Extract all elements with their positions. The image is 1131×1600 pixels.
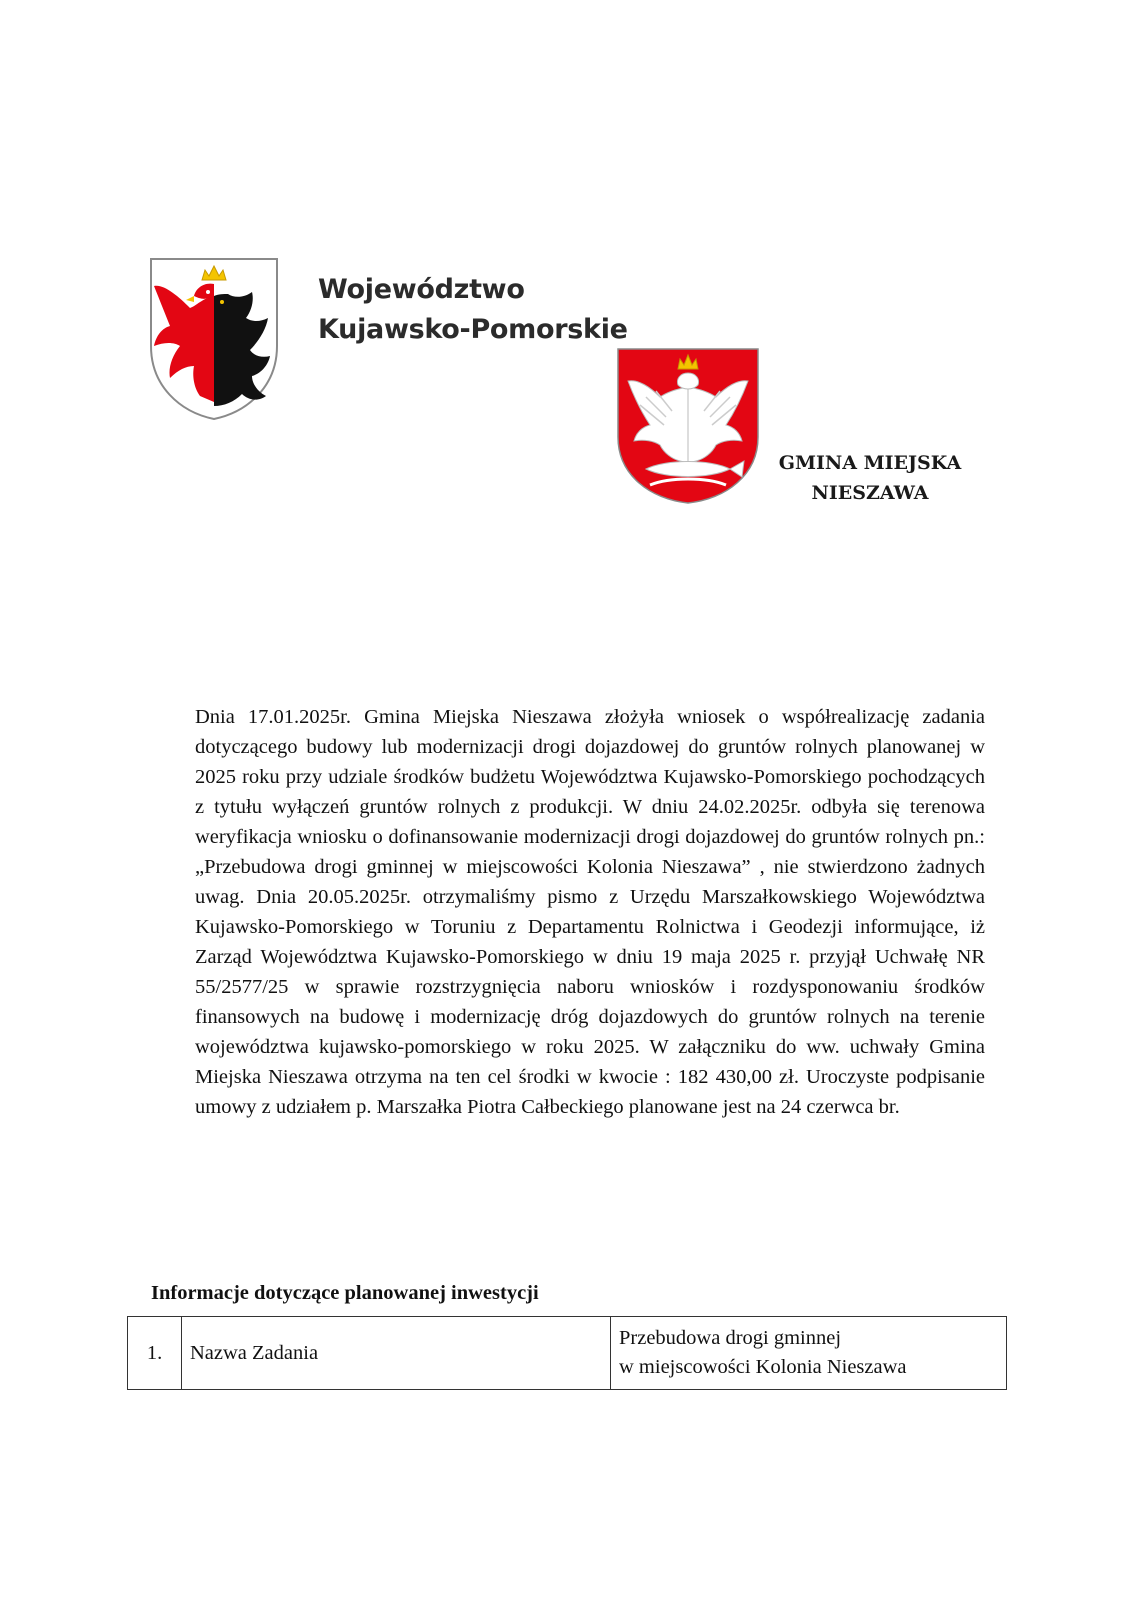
municipality-name-line2: NIESZAWA: [811, 482, 929, 504]
region-name-line2: Kujawsko-Pomorskie: [318, 314, 628, 345]
row-label: Nazwa Zadania: [182, 1317, 611, 1390]
table-row: [128, 1317, 1007, 1390]
section-title: Informacje dotyczące planowanej inwestycji: [151, 1282, 539, 1304]
row-value: [611, 1317, 1007, 1390]
white-eagle-coat-of-arms-icon: [616, 347, 760, 505]
griffin-coat-of-arms-icon: [148, 256, 280, 422]
municipality-name: [770, 448, 970, 508]
nieszawa-coat-of-arms: [616, 347, 760, 505]
kujawsko-pomorskie-coat-of-arms: [148, 256, 280, 422]
row-value-line2: w miejscowości Kolonia Nieszawa: [619, 1356, 907, 1378]
row-value-line1: Przebudowa drogi gminnej: [619, 1327, 842, 1349]
region-name-line1: Województwo: [318, 274, 525, 305]
municipality-name-line1: GMINA MIEJSKA: [778, 452, 962, 474]
region-name: [318, 270, 628, 350]
body-paragraph: Dnia 17.01.2025r. Gmina Miejska Nieszawa złożyła wniosek o współrealizację zadania dotyczącego budowy lub modernizacji drogi dojazdowej do gruntów rolnych planowanej w 2025 roku przy udziale środków budżetu Województwa Kujawsko-Pomorskiego pochodzących z tytułu wyłączeń gruntów rolnych z produkcji. W dniu 24.02.2025r. odbyła się terenowa weryfikacja wniosku o dofinansowanie modernizacji drogi dojazdowej do gruntów rolnych pn.: „Przebudowa drogi gminnej w miejscowości Kolonia Nieszawa” , nie stwierdzono żadnych uwag. Dnia 20.05.2025r. otrzymaliśmy pismo z Urzędu Marszałkowskiego Województwa Kujawsko-Pomorskiego w Toruniu z Departamentu Rolnictwa i Geodezji informujące, iż Zarząd Województwa Kujawsko-Pomorskiego w dniu 19 maja 2025 r. przyjął Uchwałę NR 55/2577/25 w sprawie rozstrzygnięcia naboru wniosków i rozdysponowaniu środków finansowych na budowę i modernizację dróg dojazdowych do gruntów rolnych na terenie województwa kujawsko-pomorskiego w roku 2025. W załączniku do ww. uchwały Gmina Miejska Nieszawa otrzyma na ten cel środki w kwocie : 182 430,00 zł. Uroczyste podpisanie umowy z udziałem p. Marszałka Piotra Całbeckiego planowane jest na 24 czerwca br.: [195, 706, 985, 1118]
row-number: 1.: [128, 1317, 182, 1390]
investment-info-table: [127, 1316, 1007, 1390]
